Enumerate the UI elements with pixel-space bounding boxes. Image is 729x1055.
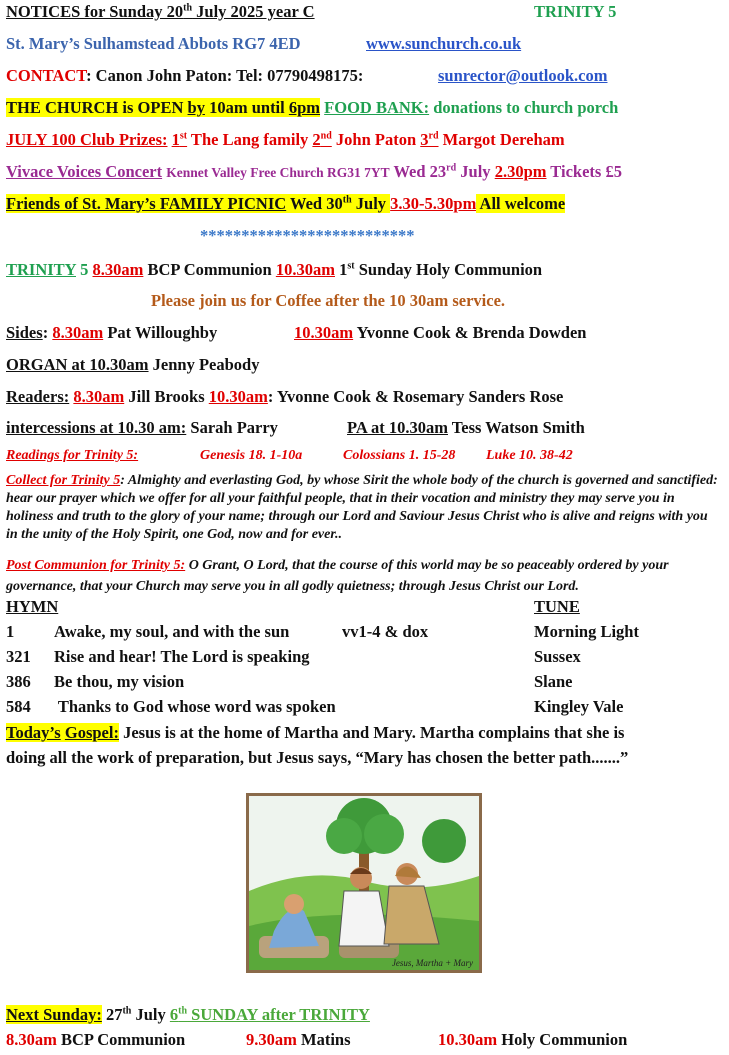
tune-header: TUNE [534, 597, 580, 616]
sides-1030: 10.30am Yvonne Cook & Brenda Dowden [294, 323, 587, 342]
next-service-1: 8.30am BCP Communion [6, 1030, 186, 1049]
hymn-number: 584 [6, 697, 31, 716]
readers-line: Readers: 8.30am Jill Brooks 10.30am: Yvonne Cook & Rosemary Sanders Rose [6, 387, 564, 406]
next-service-3: 10.30am Holy Communion [438, 1030, 628, 1049]
sides-line: Sides: 8.30am Pat Willoughby [6, 323, 218, 342]
collect-paragraph: Collect for Trinity 5: Almighty and everlasting God, by whose Sirit the whole body of the church is governed and sanctified: hear our prayer which we offer for all your faithful people, that in their vocation and ministry they may serve you in holiness and truth to the glory of your name; through our Lord and Saviour Jesus Christ who is alive and reigns with you in the unity of the Holy Spirit, one God, now and for ever.. [6, 473, 718, 542]
gospel-illustration [246, 793, 482, 973]
concert-line: Vivace Voices Concert Kennet Valley Free Church RG31 7YT Wed 23rd July 2.30pm Tickets £5 [6, 162, 622, 181]
reading-1: Genesis 18. 1-10a [200, 448, 303, 463]
notices-title [6, 2, 315, 22]
divider: ************************** [200, 226, 415, 245]
picnic-time: 3.30-5.30pm [390, 194, 477, 213]
hymn-number: 321 [6, 647, 31, 666]
hymn-number: 1 [6, 622, 15, 641]
readings-line: Readings for Trinity 5: [6, 448, 139, 463]
trinity-label: TRINITY 5 [534, 2, 617, 21]
hymn-title: Awake, my soul, and with the sun [54, 622, 290, 641]
organ-line: ORGAN at 10.30am Jenny Peabody [6, 355, 260, 374]
post-communion-paragraph: Post Communion for Trinity 5: O Grant, O Lord, that the course of this world may be so peaceably ordered by your governance, that your Church may serve you in all godly quietness; through Jesus Christ our Lord. [6, 558, 669, 594]
illustration-caption: Jesus, Martha + Mary [391, 958, 473, 968]
hymn-number: 386 [6, 672, 31, 691]
intercessions-line: intercessions at 10.30 am: Sarah Parry [6, 418, 278, 437]
next-sunday-title: 6th SUNDAY after TRINITY [169, 1005, 370, 1024]
hymn-title: Thanks to God whose word was spoken [54, 697, 336, 716]
email-link[interactable]: sunrector@outlook.com [438, 66, 608, 85]
contact-text: : Canon John Paton: Tel: 07790498175: [86, 66, 364, 85]
club-prizes-line: JULY 100 Club Prizes: 1st The Lang family 2nd John Paton 3rd Margot Dereham [6, 130, 565, 149]
hymn-tune: Morning Light [534, 622, 639, 641]
parish-line [6, 34, 301, 54]
open-line [6, 98, 618, 118]
parish-name: St. Mary’s Sulhamstead Abbots RG7 4ED [6, 34, 301, 53]
coffee-invite: Please join us for Coffee after the 10 30am service. [151, 291, 506, 310]
picnic-welcome: All welcome [476, 194, 566, 213]
next-service-2: 9.30am Matins [246, 1030, 351, 1049]
next-sunday-line: Next Sunday: 27th July 6th SUNDAY after TRINITY [6, 1005, 370, 1024]
pa-line: PA at 10.30am Tess Watson Smith [347, 418, 585, 437]
hymn-title: Rise and hear! The Lord is speaking [54, 647, 310, 666]
hymn-tune: Slane [534, 672, 573, 691]
foodbank: FOOD BANK: donations to church porch [324, 98, 619, 117]
reading-3: Luke 10. 38-42 [486, 448, 573, 463]
hymn-tune: Kingley Vale [534, 697, 624, 716]
gospel-line-2: doing all the work of preparation, but Jesus says, “Mary has chosen the better path.......” [6, 748, 629, 767]
contact-line [6, 66, 363, 86]
contact-label: CONTACT [6, 66, 87, 85]
services-line: TRINITY 5 8.30am BCP Communion 10.30am 1st Sunday Holy Communion [6, 260, 543, 279]
notices-title-text: NOTICES for Sunday 20th July 2025 year C [6, 2, 315, 21]
hymn-title: Be thou, my vision [54, 672, 185, 691]
jesus-martha-mary-picture [249, 796, 479, 970]
website-link[interactable]: www.sunchurch.co.uk [366, 34, 522, 53]
church-open-text: THE CHURCH is OPEN by 10am until 6pm [6, 98, 321, 117]
todays-gospel-label: Today’s Gospel: [6, 723, 119, 742]
picnic-text: Friends of St. Mary’s FAMILY PICNIC Wed 30th July [6, 194, 391, 213]
hymn-verses: vv1-4 & dox [342, 622, 429, 641]
hymn-tune: Sussex [534, 647, 581, 666]
next-sunday-label: Next Sunday: [6, 1005, 102, 1024]
picnic-line [6, 194, 565, 214]
gospel-line-1: Today’s Gospel: Jesus is at the home of Martha and Mary. Martha complains that she is [6, 723, 625, 742]
reading-2: Colossians 1. 15-28 [343, 448, 456, 463]
hymn-header: HYMN [6, 597, 59, 616]
